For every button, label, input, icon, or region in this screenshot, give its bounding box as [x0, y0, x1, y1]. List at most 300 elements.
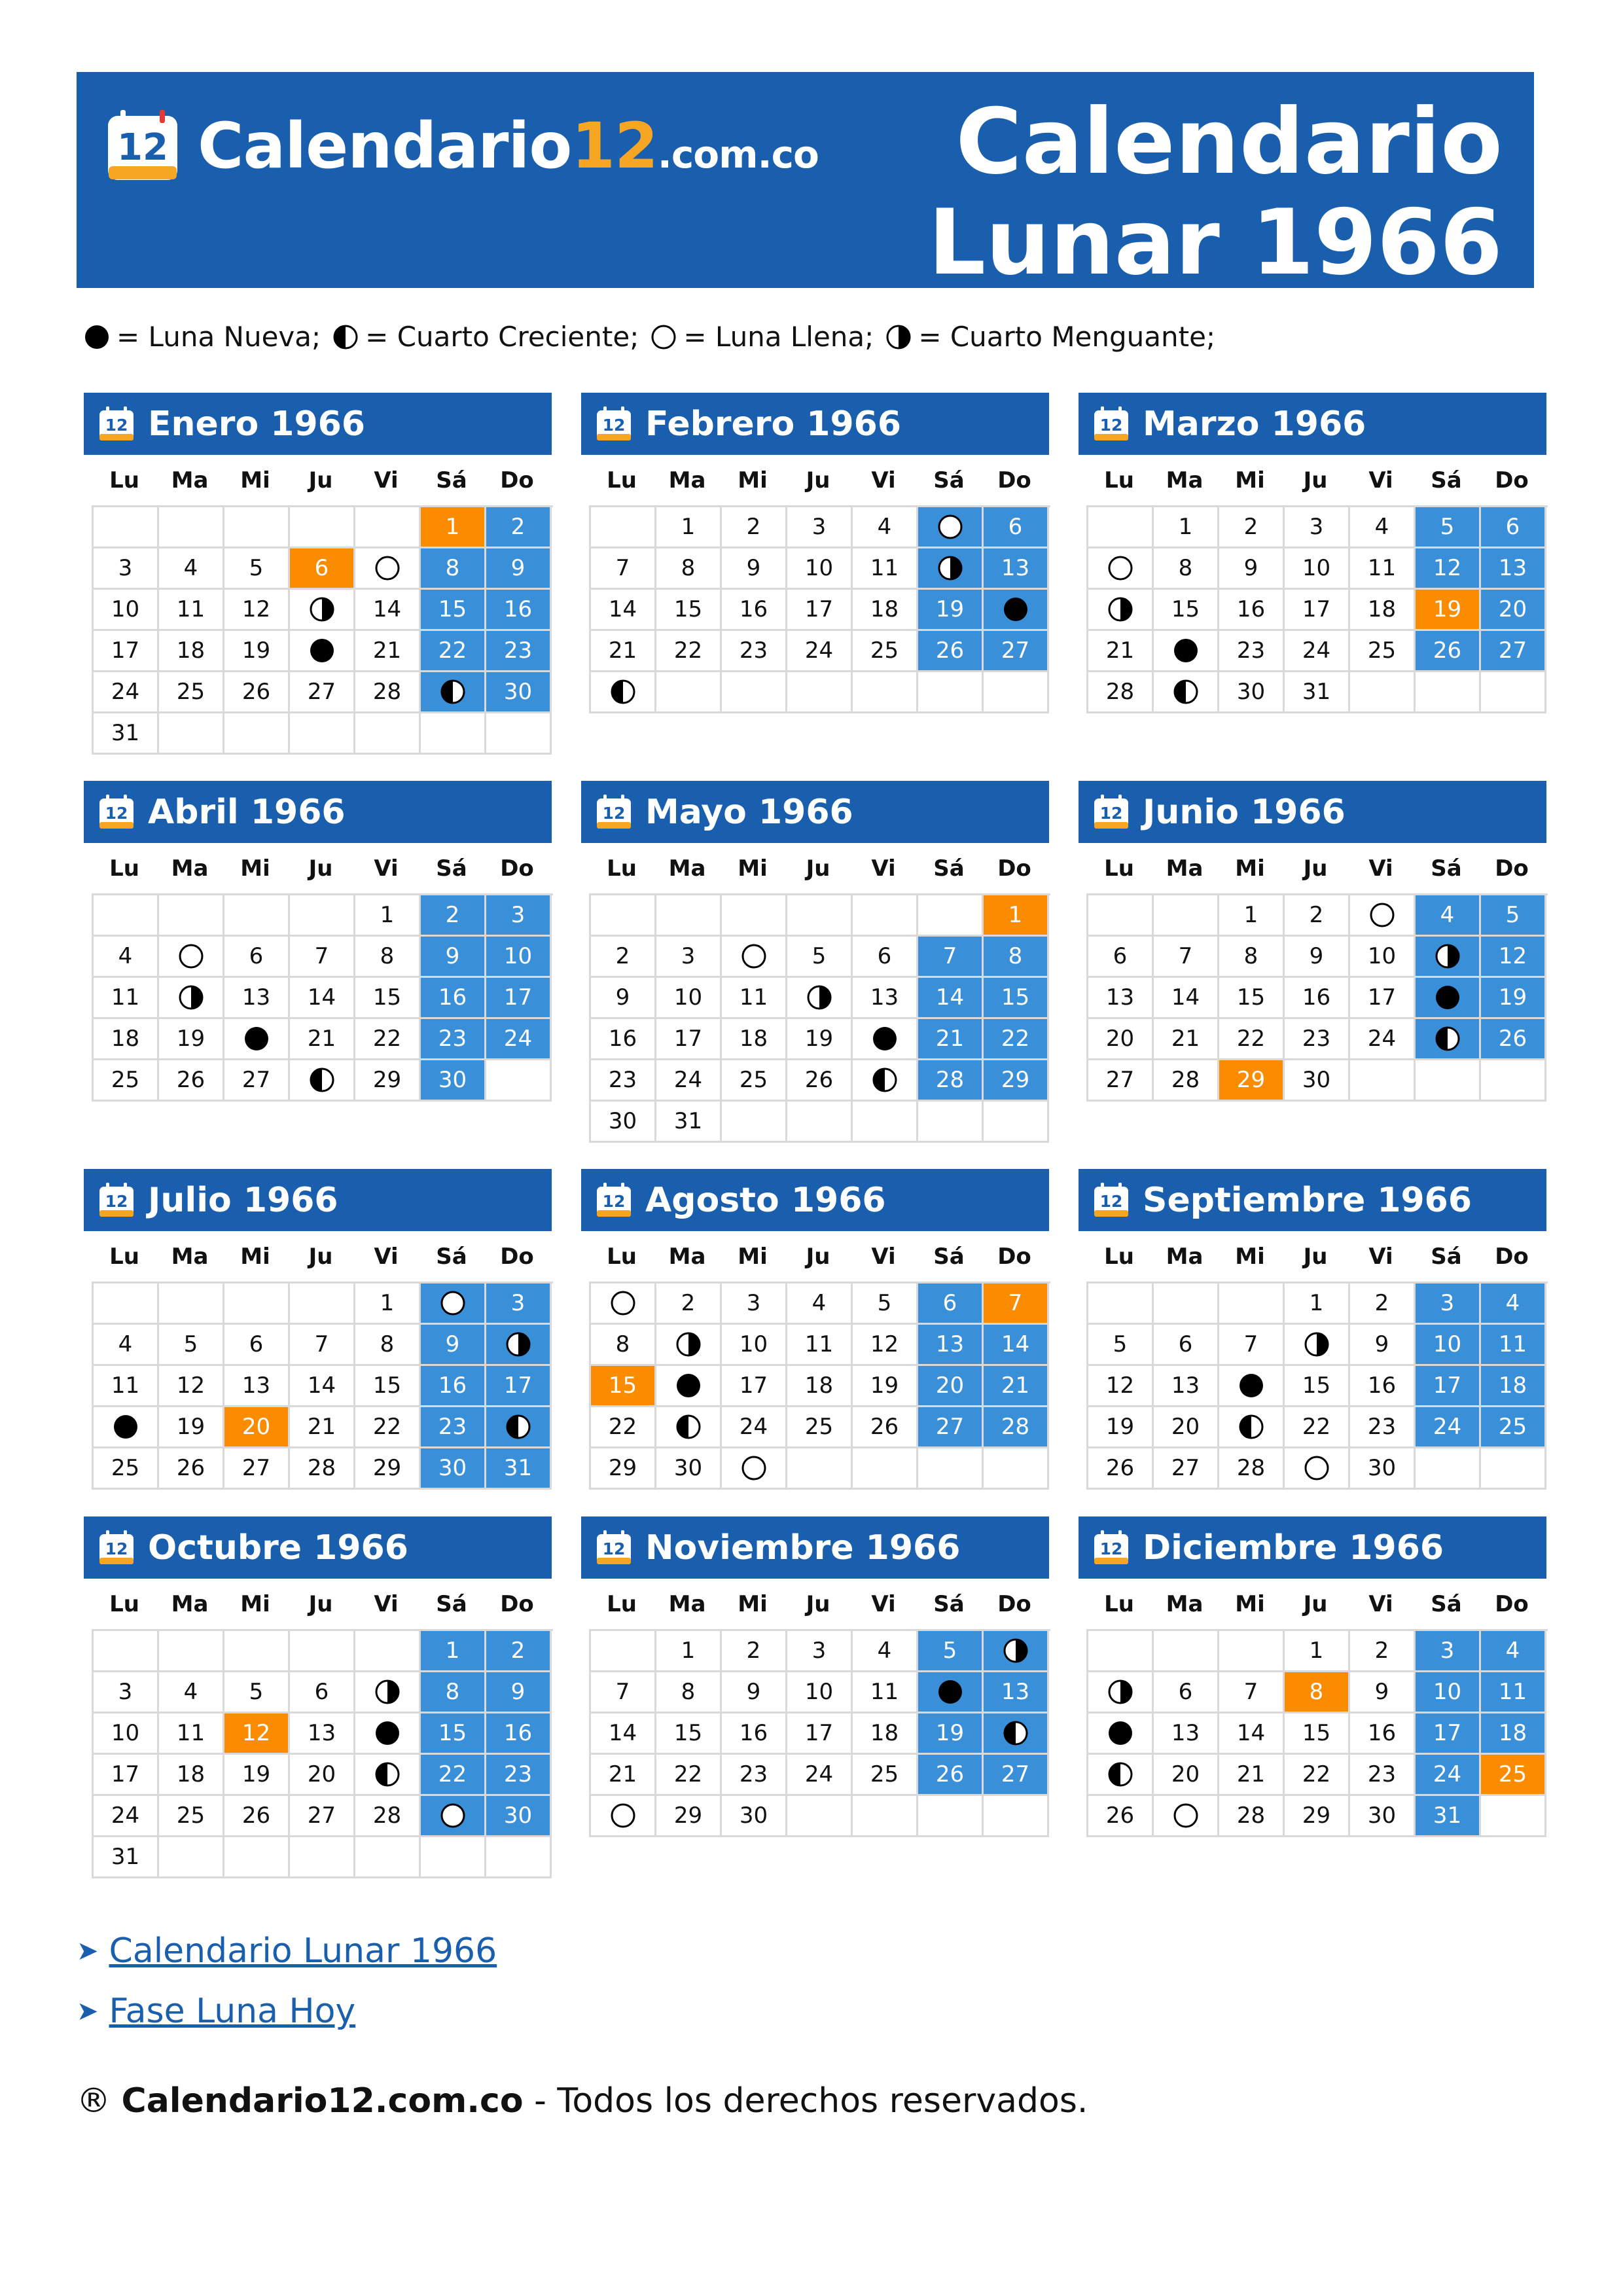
- day-cell: 8: [1285, 1672, 1350, 1713]
- calendar-icon: [98, 1530, 135, 1566]
- day-cell: [290, 1060, 355, 1102]
- full-moon-icon: [610, 1290, 636, 1316]
- weekday-label: Ju: [806, 1243, 830, 1270]
- empty-day-cell: [984, 1102, 1049, 1143]
- day-cell: 2: [421, 895, 486, 937]
- day-cell: [486, 1407, 552, 1448]
- weekday-label: Mi: [1235, 1243, 1265, 1270]
- first-quarter-icon: [872, 1067, 898, 1093]
- day-cell: 18: [1481, 1713, 1546, 1755]
- day-cell: 16: [421, 978, 486, 1019]
- day-cell: 22: [421, 1755, 486, 1796]
- day-cell: [1285, 1448, 1350, 1490]
- day-cell: 19: [918, 1713, 984, 1755]
- day-cell: 27: [224, 1060, 290, 1102]
- weekday-label: Vi: [374, 1590, 399, 1617]
- weekday-header-row: [84, 1231, 552, 1282]
- legend-new-moon-label: = Luna Nueva;: [116, 321, 321, 353]
- day-cell: 6: [1154, 1672, 1219, 1713]
- weekday-header-row: [581, 455, 1049, 505]
- day-cell: 2: [656, 1283, 722, 1325]
- empty-day-cell: [918, 1796, 984, 1837]
- day-cell: 19: [159, 1019, 224, 1060]
- weekday-label: Lu: [607, 467, 637, 493]
- day-cell: 26: [1088, 1796, 1154, 1837]
- empty-day-cell: [787, 1448, 853, 1490]
- day-cell: 10: [787, 548, 853, 590]
- empty-day-cell: [1088, 895, 1154, 937]
- day-cell: 16: [591, 1019, 656, 1060]
- day-cell: 3: [722, 1283, 787, 1325]
- day-cell: 18: [159, 1755, 224, 1796]
- day-cell: 4: [1481, 1283, 1546, 1325]
- day-cell: 11: [1481, 1325, 1546, 1366]
- day-cell: 4: [1350, 507, 1416, 548]
- day-cell: 26: [159, 1060, 224, 1102]
- empty-day-cell: [722, 895, 787, 937]
- weekday-label: Do: [997, 855, 1031, 882]
- calendar-icon: [596, 406, 632, 442]
- day-cell: 23: [486, 631, 552, 672]
- day-cell: 6: [290, 548, 355, 590]
- day-cell: 3: [787, 507, 853, 548]
- day-cell: 22: [656, 1755, 722, 1796]
- weekday-header-row: [581, 1231, 1049, 1282]
- day-grid: [1086, 893, 1548, 1102]
- link-calendario-lunar[interactable]: Calendario Lunar 1966: [109, 1931, 497, 1971]
- weekday-label: Ma: [1166, 467, 1204, 493]
- day-cell: 28: [1219, 1796, 1285, 1837]
- day-cell: 5: [918, 1631, 984, 1672]
- full-moon-icon: [610, 1803, 636, 1829]
- day-grid: [92, 505, 553, 755]
- first-quarter-icon: [1003, 1720, 1029, 1746]
- weekday-label: Mi: [240, 1590, 270, 1617]
- day-cell: 8: [656, 1672, 722, 1713]
- day-cell: 27: [1154, 1448, 1219, 1490]
- day-cell: 26: [224, 672, 290, 713]
- last-quarter-icon: [1003, 1638, 1029, 1664]
- footer-text: - Todos los derechos reservados.: [523, 2081, 1088, 2121]
- svg-text:12: 12: [1099, 1539, 1123, 1558]
- day-cell: 9: [1285, 937, 1350, 978]
- new-moon-icon: [1238, 1372, 1264, 1399]
- day-cell: 7: [290, 937, 355, 978]
- footer-brand: Calendario12.com.co: [121, 2081, 524, 2121]
- day-cell: 12: [1088, 1366, 1154, 1407]
- svg-text:12: 12: [602, 1539, 626, 1558]
- weekday-label: Mi: [738, 1243, 768, 1270]
- day-cell: 8: [1154, 548, 1219, 590]
- day-cell: 21: [1088, 631, 1154, 672]
- day-cell: 13: [1154, 1713, 1219, 1755]
- weekday-header-row: [581, 1579, 1049, 1629]
- day-cell: 10: [1416, 1672, 1481, 1713]
- empty-day-cell: [918, 895, 984, 937]
- full-moon-icon: [374, 555, 401, 581]
- day-cell: 10: [1285, 548, 1350, 590]
- empty-day-cell: [290, 1631, 355, 1672]
- day-cell: 15: [1285, 1713, 1350, 1755]
- day-grid: [92, 1629, 553, 1878]
- empty-day-cell: [591, 1631, 656, 1672]
- day-cell: 30: [656, 1448, 722, 1490]
- last-quarter-icon: [1107, 596, 1133, 622]
- day-cell: 2: [722, 507, 787, 548]
- empty-day-cell: [159, 713, 224, 755]
- day-cell: 4: [159, 548, 224, 590]
- day-cell: 5: [159, 1325, 224, 1366]
- day-cell: 10: [656, 978, 722, 1019]
- month-header: [581, 393, 1049, 455]
- weekday-label: Mi: [738, 467, 768, 493]
- day-cell: [355, 1713, 421, 1755]
- day-cell: 5: [1416, 507, 1481, 548]
- empty-day-cell: [224, 507, 290, 548]
- weekday-label: Do: [1495, 1590, 1529, 1617]
- day-cell: 3: [787, 1631, 853, 1672]
- day-cell: [1088, 1755, 1154, 1796]
- day-cell: 4: [94, 937, 159, 978]
- empty-day-cell: [918, 1448, 984, 1490]
- day-grid: [589, 505, 1050, 713]
- weekday-label: Sá: [933, 1243, 965, 1270]
- day-cell: 11: [159, 590, 224, 631]
- month-calendar: [581, 1516, 1049, 1837]
- day-cell: 24: [1350, 1019, 1416, 1060]
- day-cell: 25: [853, 631, 918, 672]
- weekday-header-row: [581, 843, 1049, 893]
- month-header: [581, 1169, 1049, 1231]
- weekday-label: Do: [997, 467, 1031, 493]
- day-cell: 16: [722, 1713, 787, 1755]
- day-cell: 27: [918, 1407, 984, 1448]
- full-moon-icon: [440, 1290, 466, 1316]
- day-cell: 11: [94, 1366, 159, 1407]
- weekday-label: Lu: [1104, 855, 1134, 882]
- day-cell: 22: [1219, 1019, 1285, 1060]
- empty-day-cell: [224, 1283, 290, 1325]
- day-cell: 23: [591, 1060, 656, 1102]
- weekday-label: Vi: [871, 467, 896, 493]
- month-calendar: [581, 393, 1049, 713]
- link-row: [77, 1921, 497, 1981]
- day-cell: [1154, 1796, 1219, 1837]
- day-cell: 1: [1154, 507, 1219, 548]
- weekday-label: Ma: [1166, 1590, 1204, 1617]
- day-cell: [355, 548, 421, 590]
- full-moon-icon: [440, 1803, 466, 1829]
- day-cell: 5: [224, 1672, 290, 1713]
- empty-day-cell: [159, 1631, 224, 1672]
- day-cell: 25: [1481, 1407, 1546, 1448]
- day-cell: 9: [421, 937, 486, 978]
- weekday-label: Ma: [171, 1243, 209, 1270]
- day-cell: 4: [159, 1672, 224, 1713]
- day-cell: [355, 1755, 421, 1796]
- day-cell: 15: [1219, 978, 1285, 1019]
- day-cell: 16: [1350, 1713, 1416, 1755]
- day-cell: 19: [159, 1407, 224, 1448]
- empty-day-cell: [1481, 672, 1546, 713]
- empty-day-cell: [224, 1837, 290, 1878]
- day-cell: 4: [1416, 895, 1481, 937]
- day-cell: 1: [984, 895, 1049, 937]
- full-moon-icon: [1173, 1803, 1199, 1829]
- empty-day-cell: [787, 1796, 853, 1837]
- weekday-label: Lu: [607, 1243, 637, 1270]
- day-cell: 9: [1350, 1672, 1416, 1713]
- day-cell: 2: [1350, 1283, 1416, 1325]
- day-cell: 26: [1481, 1019, 1546, 1060]
- month-title: Agosto 1966: [645, 1180, 886, 1220]
- day-cell: 26: [918, 1755, 984, 1796]
- weekday-label: Vi: [871, 1243, 896, 1270]
- day-cell: 26: [853, 1407, 918, 1448]
- weekday-label: Do: [500, 855, 534, 882]
- day-cell: 3: [94, 1672, 159, 1713]
- day-cell: [918, 1672, 984, 1713]
- day-cell: 14: [290, 1366, 355, 1407]
- empty-day-cell: [722, 672, 787, 713]
- day-cell: 8: [1219, 937, 1285, 978]
- day-cell: 12: [1416, 548, 1481, 590]
- day-cell: 16: [1219, 590, 1285, 631]
- month-title: Abril 1966: [148, 792, 346, 832]
- empty-day-cell: [1088, 507, 1154, 548]
- weekday-header-row: [1079, 455, 1546, 505]
- day-cell: [421, 1283, 486, 1325]
- last-quarter-icon: [1107, 1679, 1133, 1705]
- day-cell: [591, 672, 656, 713]
- day-cell: 26: [224, 1796, 290, 1837]
- new-moon-icon: [113, 1414, 139, 1440]
- month-title: Febrero 1966: [645, 404, 902, 444]
- day-cell: [1285, 1325, 1350, 1366]
- day-cell: 28: [918, 1060, 984, 1102]
- empty-day-cell: [984, 672, 1049, 713]
- day-cell: 21: [1154, 1019, 1219, 1060]
- day-grid: [1086, 1629, 1548, 1837]
- weekday-label: Sá: [933, 855, 965, 882]
- day-cell: 20: [1154, 1407, 1219, 1448]
- day-cell: 4: [787, 1283, 853, 1325]
- weekday-label: Mi: [240, 1243, 270, 1270]
- day-cell: 22: [1285, 1407, 1350, 1448]
- new-moon-icon: [1435, 984, 1461, 1011]
- empty-day-cell: [853, 1796, 918, 1837]
- empty-day-cell: [94, 1283, 159, 1325]
- day-cell: [355, 1672, 421, 1713]
- empty-day-cell: [1481, 1448, 1546, 1490]
- calendar-icon: [1093, 406, 1130, 442]
- day-grid: [1086, 1282, 1548, 1490]
- day-cell: 1: [421, 1631, 486, 1672]
- day-grid: [589, 1282, 1050, 1490]
- day-cell: 28: [355, 672, 421, 713]
- day-cell: 22: [421, 631, 486, 672]
- day-cell: 7: [1154, 937, 1219, 978]
- day-cell: 17: [1416, 1366, 1481, 1407]
- day-cell: [918, 507, 984, 548]
- day-cell: [984, 1713, 1049, 1755]
- site-logo[interactable]: [106, 108, 819, 183]
- empty-day-cell: [94, 895, 159, 937]
- day-cell: 9: [421, 1325, 486, 1366]
- day-cell: 7: [1219, 1325, 1285, 1366]
- empty-day-cell: [722, 1102, 787, 1143]
- day-cell: 29: [1285, 1796, 1350, 1837]
- day-cell: 30: [1350, 1448, 1416, 1490]
- day-cell: 16: [486, 1713, 552, 1755]
- day-cell: 25: [1350, 631, 1416, 672]
- day-cell: 18: [1481, 1366, 1546, 1407]
- day-cell: 23: [722, 1755, 787, 1796]
- full-moon-icon: [937, 514, 963, 540]
- day-cell: 19: [1088, 1407, 1154, 1448]
- weekday-label: Vi: [1368, 1590, 1393, 1617]
- empty-day-cell: [1219, 1283, 1285, 1325]
- empty-day-cell: [1154, 1283, 1219, 1325]
- month-calendar: [581, 1169, 1049, 1490]
- weekday-header-row: [1079, 1231, 1546, 1282]
- day-cell: 15: [656, 1713, 722, 1755]
- new-moon-icon: [1003, 596, 1029, 622]
- day-cell: 28: [1154, 1060, 1219, 1102]
- day-cell: 24: [1416, 1407, 1481, 1448]
- arrow-right-icon: ➤: [77, 1996, 99, 2026]
- day-cell: 17: [1285, 590, 1350, 631]
- weekday-label: Ma: [668, 1590, 706, 1617]
- link-fase-luna-hoy[interactable]: Fase Luna Hoy: [109, 1992, 356, 2031]
- weekday-label: Vi: [1368, 855, 1393, 882]
- weekday-label: Do: [997, 1243, 1031, 1270]
- empty-day-cell: [290, 1837, 355, 1878]
- day-cell: 18: [159, 631, 224, 672]
- empty-day-cell: [159, 507, 224, 548]
- day-cell: 6: [1481, 507, 1546, 548]
- day-cell: 24: [1285, 631, 1350, 672]
- day-cell: [224, 1019, 290, 1060]
- day-cell: 24: [94, 1796, 159, 1837]
- day-cell: 6: [1088, 937, 1154, 978]
- svg-text:12: 12: [602, 415, 626, 435]
- weekday-label: Ma: [171, 467, 209, 493]
- day-cell: [984, 1631, 1049, 1672]
- calendar-icon: [98, 1183, 135, 1218]
- day-cell: 28: [1088, 672, 1154, 713]
- new-moon-icon: [1107, 1720, 1133, 1746]
- day-cell: 1: [1285, 1283, 1350, 1325]
- month-calendar: [1079, 1169, 1546, 1490]
- day-cell: [1088, 1672, 1154, 1713]
- day-cell: 14: [984, 1325, 1049, 1366]
- day-cell: 3: [1416, 1631, 1481, 1672]
- day-cell: 8: [421, 1672, 486, 1713]
- day-cell: 4: [94, 1325, 159, 1366]
- page-title: Calendario Lunar 1966: [928, 89, 1503, 295]
- day-cell: [421, 672, 486, 713]
- empty-day-cell: [1350, 1060, 1416, 1102]
- day-cell: 28: [1219, 1448, 1285, 1490]
- day-cell: 17: [656, 1019, 722, 1060]
- day-cell: 7: [591, 1672, 656, 1713]
- day-cell: 23: [421, 1407, 486, 1448]
- day-cell: 27: [224, 1448, 290, 1490]
- day-cell: [984, 590, 1049, 631]
- last-quarter-icon: [937, 555, 963, 581]
- weekday-label: Do: [500, 1590, 534, 1617]
- day-cell: 25: [159, 672, 224, 713]
- day-cell: [486, 1325, 552, 1366]
- empty-day-cell: [290, 1283, 355, 1325]
- day-cell: 7: [1219, 1672, 1285, 1713]
- day-cell: 8: [421, 548, 486, 590]
- day-cell: 11: [159, 1713, 224, 1755]
- legend-full-moon-label: = Luna Llena;: [683, 321, 874, 353]
- weekday-label: Mi: [240, 855, 270, 882]
- day-cell: 24: [1416, 1755, 1481, 1796]
- day-cell: 17: [1350, 978, 1416, 1019]
- day-cell: [421, 1796, 486, 1837]
- day-cell: 21: [290, 1407, 355, 1448]
- day-cell: 25: [94, 1060, 159, 1102]
- day-cell: 15: [1285, 1366, 1350, 1407]
- month-header: [84, 1169, 552, 1231]
- empty-day-cell: [656, 895, 722, 937]
- empty-day-cell: [159, 1837, 224, 1878]
- day-cell: 18: [853, 1713, 918, 1755]
- day-cell: 27: [1481, 631, 1546, 672]
- day-cell: 31: [1416, 1796, 1481, 1837]
- moon-phase-legend: [84, 321, 1227, 353]
- day-cell: 29: [355, 1060, 421, 1102]
- day-cell: 14: [1219, 1713, 1285, 1755]
- day-cell: 26: [787, 1060, 853, 1102]
- month-title: Diciembre 1966: [1143, 1528, 1444, 1568]
- month-title: Junio 1966: [1143, 792, 1346, 832]
- empty-day-cell: [591, 507, 656, 548]
- day-grid: [92, 893, 553, 1102]
- empty-day-cell: [1416, 672, 1481, 713]
- day-cell: 13: [984, 548, 1049, 590]
- empty-day-cell: [159, 1283, 224, 1325]
- day-cell: 15: [591, 1366, 656, 1407]
- empty-day-cell: [1154, 1631, 1219, 1672]
- legend-last-quarter-label: = Cuarto Menguante;: [918, 321, 1216, 353]
- day-cell: 31: [94, 713, 159, 755]
- empty-day-cell: [787, 895, 853, 937]
- empty-day-cell: [224, 895, 290, 937]
- month-header: [581, 1516, 1049, 1579]
- day-cell: 19: [1481, 978, 1546, 1019]
- empty-day-cell: [94, 1631, 159, 1672]
- day-cell: 23: [1219, 631, 1285, 672]
- weekday-label: Vi: [374, 1243, 399, 1270]
- empty-day-cell: [984, 1796, 1049, 1837]
- day-cell: 16: [1285, 978, 1350, 1019]
- day-cell: 9: [1350, 1325, 1416, 1366]
- weekday-label: Ju: [1303, 855, 1328, 882]
- day-cell: 6: [984, 507, 1049, 548]
- weekday-header-row: [84, 843, 552, 893]
- day-cell: [1154, 631, 1219, 672]
- day-cell: 30: [486, 1796, 552, 1837]
- weekday-label: Do: [997, 1590, 1031, 1617]
- day-cell: 21: [591, 631, 656, 672]
- empty-day-cell: [1088, 1283, 1154, 1325]
- day-cell: 25: [94, 1448, 159, 1490]
